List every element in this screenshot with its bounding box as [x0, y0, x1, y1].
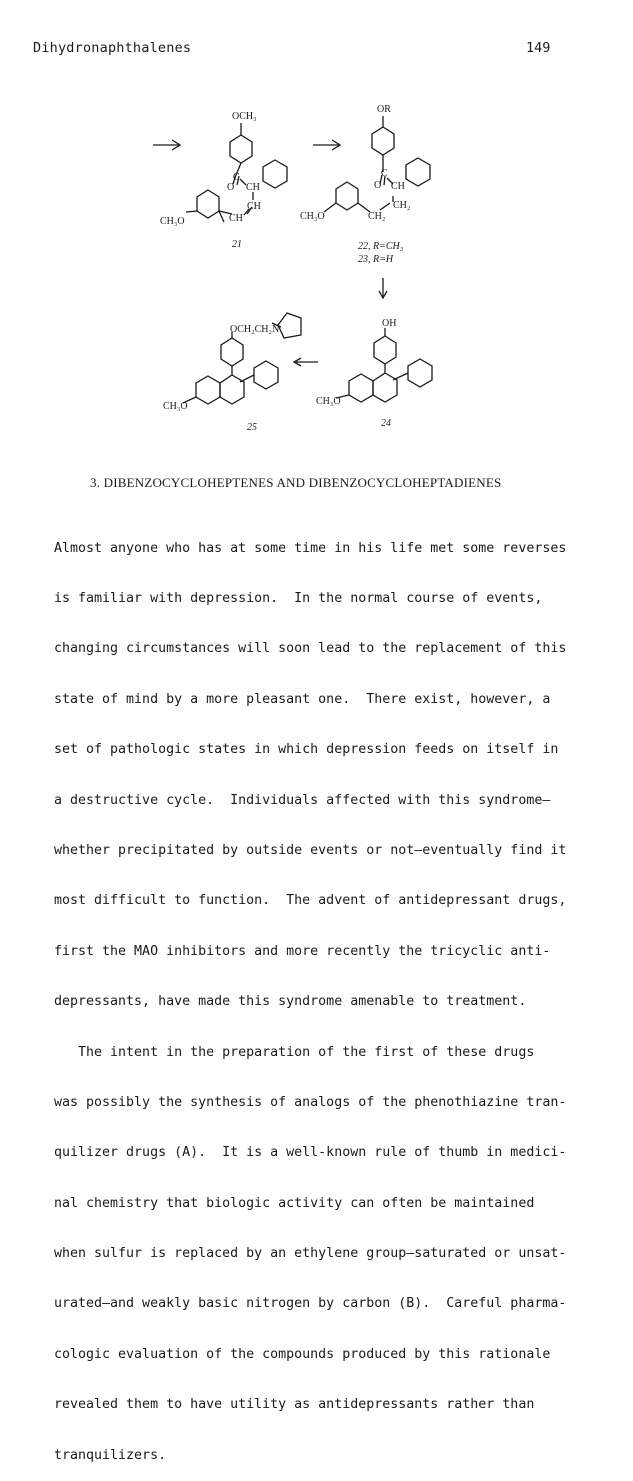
running-title: Dihydronaphthalenes	[33, 40, 192, 56]
structure-22-23	[324, 116, 430, 212]
compound-number: 24	[381, 418, 391, 429]
section-heading: 3. DIBENZOCYCLOHEPTENES AND DIBENZOCYCLOHEPTADIENES	[90, 475, 502, 490]
text-line: set of pathologic states in which depression feeds on itself in	[54, 742, 559, 758]
text-line: whether precipitated by outside events or not—eventually find it	[54, 842, 567, 858]
reaction-arrow-3	[379, 278, 387, 298]
body-paragraphs	[54, 507, 574, 1481]
ch2-label: CH₂	[393, 200, 411, 211]
compound-number: 23, R=H	[358, 254, 394, 265]
carbonyl-o-label: O	[374, 180, 382, 191]
oh-label: OH	[382, 318, 397, 329]
or-label: OR	[377, 104, 391, 115]
carbonyl-o-label: O	[227, 182, 235, 193]
methoxy-label: CH₃O	[300, 211, 325, 222]
methoxy-label: CH₃O	[160, 216, 185, 227]
text-line: a destructive cycle. Individuals affected with this syndrome—	[54, 792, 551, 808]
text-line: quilizer drugs (A). It is a well-known rule of thumb in medici-	[54, 1145, 567, 1161]
ch-label: CH	[229, 213, 243, 224]
text-line: first the MAO inhibitors and more recently the tricyclic anti-	[54, 943, 551, 959]
ch2-label: CH₂	[368, 211, 386, 222]
methoxy-label: CH₃O	[316, 396, 341, 407]
methoxy-label: CH₃O	[163, 401, 188, 412]
text-line: cologic evaluation of the compounds produced by this rationale	[54, 1346, 551, 1362]
compound-number: 25	[247, 422, 257, 433]
structure-24	[336, 328, 432, 402]
text-line: is familiar with depression. In the normal course of events,	[54, 590, 543, 606]
carbonyl-c-label: C	[381, 168, 388, 179]
ch-label: CH	[247, 201, 261, 212]
reaction-arrow-4	[294, 358, 318, 366]
text-line: depressants, have made this syndrome amenable to treatment.	[54, 994, 527, 1010]
compound-number: 21	[232, 239, 242, 250]
text-line: tranquilizers.	[54, 1447, 167, 1463]
text-line: revealed them to have utility as antidepressants rather than	[54, 1397, 535, 1413]
methoxy-label: OCH₃	[232, 111, 257, 122]
text-line: Almost anyone who has at some time in his life met some reverses	[54, 540, 567, 556]
text-line: when sulfur is replaced by an ethylene group—saturated or unsat-	[54, 1246, 567, 1262]
aminoethoxy-label: OCH₂CH₂N	[230, 324, 280, 335]
ch-label: CH	[391, 181, 405, 192]
text-line: state of mind by a more pleasant one. There exist, however, a	[54, 691, 551, 707]
reaction-scheme	[0, 0, 633, 450]
text-line: urated—and weakly basic nitrogen by carbon (B). Careful pharma-	[54, 1296, 567, 1312]
text-line: most difficult to function. The advent of antidepressant drugs,	[54, 893, 567, 909]
text-line: nal chemistry that biologic activity can often be maintained	[54, 1195, 535, 1211]
carbonyl-c-label: C	[233, 172, 240, 183]
reaction-arrow-2	[313, 140, 340, 150]
reaction-arrow-1	[153, 140, 180, 150]
text-line: The intent in the preparation of the first of these drugs	[54, 1044, 535, 1060]
compound-number: 22, R=CH₃	[358, 241, 404, 252]
page-number: 149	[526, 40, 551, 56]
text-line: was possibly the synthesis of analogs of the phenothiazine tran-	[54, 1094, 567, 1110]
ch-label: CH	[246, 182, 260, 193]
text-line: changing circumstances will soon lead to the replacement of this	[54, 641, 567, 657]
